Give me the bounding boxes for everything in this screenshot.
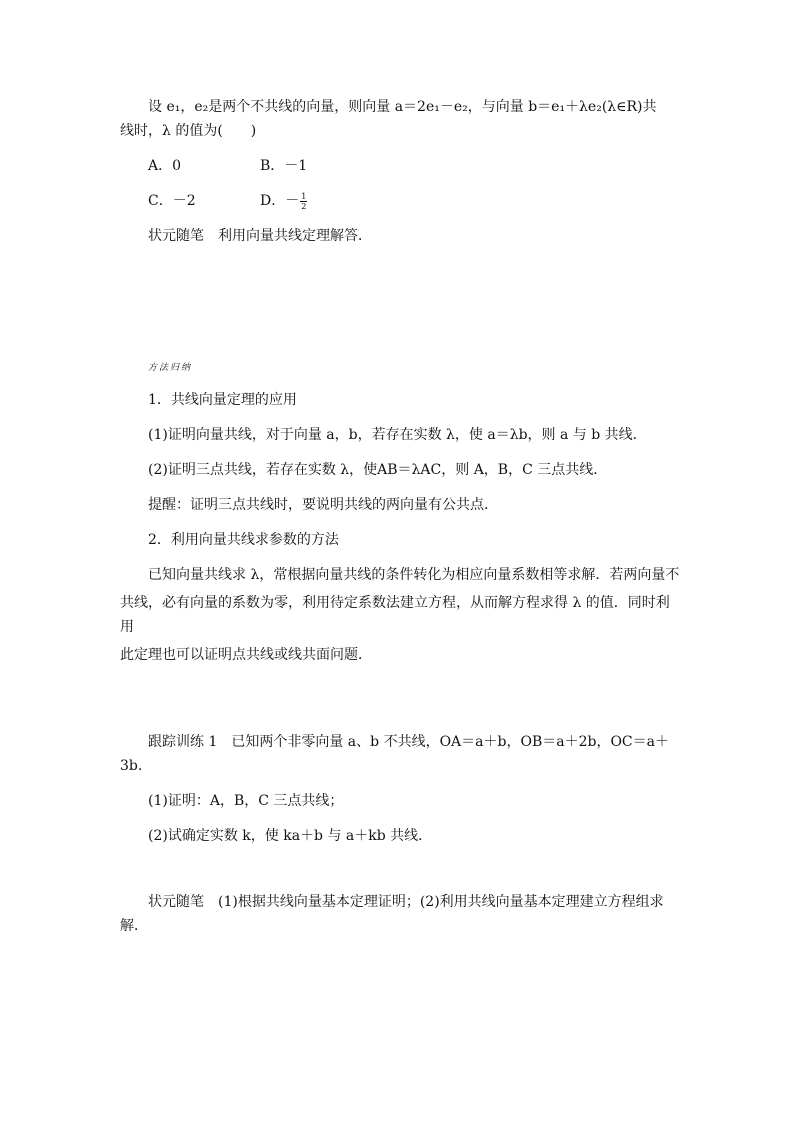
method-summary bbox=[120, 356, 680, 667]
exercise-1-stem-text: 已知两个非零向量 a、b 不共线，OA＝a＋b，OB＝a＋2b，OC＝a＋3b. bbox=[120, 734, 669, 774]
method-item1-p1: (1)证明向量共线，对于向量 a，b，若存在实数 λ，使 a＝λb，则 a 与 b 共线． bbox=[148, 427, 647, 443]
exercise-1-q1: (1)证明：A，B，C 三点共线； bbox=[148, 793, 344, 809]
options-row-2 bbox=[120, 189, 680, 213]
method-item2-body-2: 共线，必有向量的系数为零，利用待定系数法建立方程，从而解方程求得 λ 的值．同时利用 bbox=[120, 595, 670, 635]
method-heading: 方法归纳 bbox=[148, 363, 193, 373]
option-b: B．－1 bbox=[260, 158, 308, 174]
method-item2-title: 2．利用向量共线求参数的方法 bbox=[148, 532, 339, 548]
method-item1-p2: (2)证明三点共线，若存在实数 λ，使AB＝λAC，则 A，B，C 三点共线． bbox=[148, 462, 608, 478]
method-item1-title: 1．共线向量定理的应用 bbox=[148, 392, 297, 408]
example-1-note: 状元随笔 利用向量共线定理解答． bbox=[148, 228, 372, 244]
option-a: A．0 bbox=[148, 158, 182, 174]
method-item2-body-1: 已知向量共线求 λ，常根据向量共线的条件转化为相应向量系数相等求解．若两向量不 bbox=[148, 567, 680, 583]
fraction-numerator: 1 bbox=[301, 191, 307, 201]
exercise-1 bbox=[120, 730, 680, 938]
example-1-stem-line2: 线时，λ 的值为( ) bbox=[120, 123, 257, 139]
exercise-1-note-line2: 解． bbox=[120, 918, 148, 934]
example-1 bbox=[120, 95, 680, 248]
option-d bbox=[260, 189, 307, 213]
option-d-prefix: D．－ bbox=[260, 193, 300, 209]
method-tip: 提醒：证明三点共线时，要说明共线的两向量有公共点． bbox=[148, 497, 498, 513]
option-c: C．－2 bbox=[148, 193, 196, 209]
exercise-1-q2: (2)试确定实数 k，使 ka＋b 与 a＋kb 共线． bbox=[148, 828, 433, 844]
example-1-stem-line1: 设 e₁，e₂是两个不共线的向量，则向量 a＝2e₁－e₂，与向量 b＝e₁＋λe₂(λ∈R)共 bbox=[148, 99, 657, 115]
option-d-fraction bbox=[300, 192, 307, 211]
exercise-1-note-line1: 状元随笔 (1)根据共线向量基本定理证明；(2)利用共线向量基本定理建立方程组求 bbox=[148, 894, 664, 910]
fraction-denominator: 2 bbox=[301, 201, 307, 211]
exercise-1-label: 跟踪训练 1 bbox=[148, 734, 218, 750]
options-row-1 bbox=[120, 154, 680, 178]
method-item2-body-3: 此定理也可以证明点共线或线共面问题． bbox=[120, 647, 372, 663]
exercise-1-stem bbox=[120, 730, 680, 778]
